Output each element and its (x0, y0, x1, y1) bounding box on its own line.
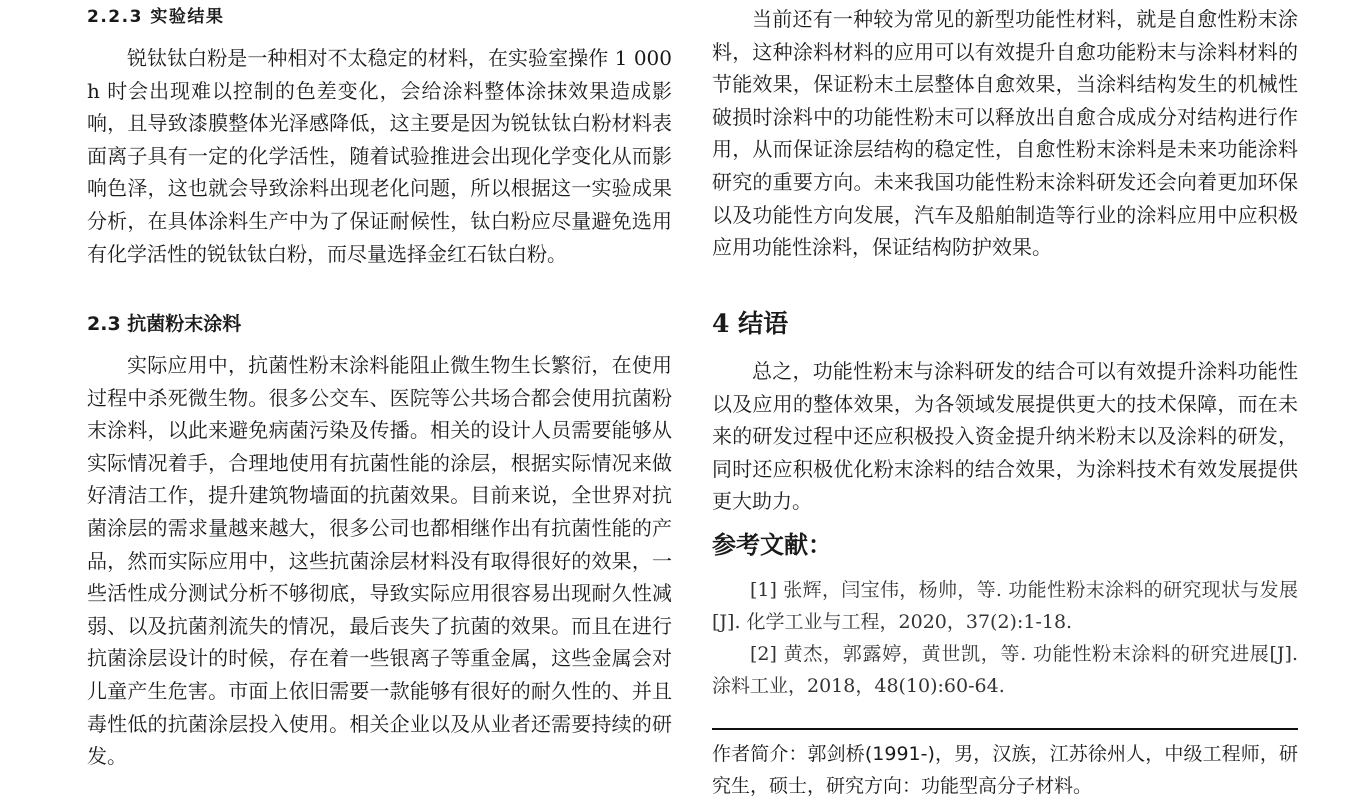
reference-2: [2] 黄杰，郭露婷，黄世凯，等. 功能性粉末涂料的研究进展[J]. 涂料工业，2018，48(10):60-64. (712, 643, 1298, 697)
reference-1: [1] 张辉，闫宝伟，杨帅，等. 功能性粉末涂料的研究现状与发展[J]. 化学工业与工程，2020，37(2):1-18. (712, 579, 1298, 633)
author-biography: 作者简介：郭剑桥(1991-)，男，汉族，江苏徐州人，中级工程师，研究生，硕士，研究方向：功能型高分子材料。 (712, 743, 1298, 797)
paragraph-experiment-results: 锐钛钛白粉是一种相对不太稳定的材料，在实验室操作 1 000 h 时会出现难以控制的色差变化，会给涂料整体涂抹效果造成影响，且导致漆膜整体光泽感降低，这主要是因为锐钛钛白粉材料表面离子具有一定的化学活性，随着试验推进会出现化学变化从而影响色泽，这也就会导致涂料出现老化问题，所以根据这一实验成果分析，在具体涂料生产中为了保证耐候性，钛白粉应尽量避免选用有化学活性的锐钛钛白粉，而尽量选择金红石钛白粉。 (87, 46, 672, 266)
section-heading-conclusion: 4 结语 (712, 309, 789, 338)
paragraph-conclusion: 总之，功能性粉末与涂料研发的结合可以有效提升涂料功能性以及应用的整体效果，为各领域发展提供更大的技术保障，而在未来的研发过程中还应积极投入资金提升纳米粉末以及涂料的研发，同时还应积极优化粉末涂料的结合效果，为涂料技术有效发展提供更大助力。 (712, 359, 1298, 514)
section-heading-2-3: 2.3 抗菌粉末涂料 (87, 313, 242, 335)
paragraph-antibacterial-coating: 实际应用中，抗菌性粉末涂料能阻止微生物生长繁衍，在使用过程中杀死微生物。很多公交车、医院等公共场合都会使用抗菌粉末涂料，以此来避免病菌污染及传播。相关的设计人员需要能够从实际情况着手，合理地使用有抗菌性能的涂层，根据实际情况来做好清洁工作，提升建筑物墙面的抗菌效果。目前来说，全世界对抗菌涂层的需求量越来越大，很多公司也都相继作出有抗菌性能的产品，然而实际应用中，这些抗菌涂层材料没有取得很好的效果，一些活性成分测试分析不够彻底，导致实际应用很容易出现耐久性减弱、以及抗菌剂流失的情况，最后丧失了抗菌的效果。而且在进行抗菌涂层设计的时候，存在着一些银离子等重金属，这些金属会对儿童产生危害。市面上依旧需要一款能够有很好的耐久性的、并且毒性低的抗菌涂层投入使用。相关企业以及从业者还需要持续的研发。 (87, 353, 672, 769)
right-column (712, 0, 1298, 810)
section-heading-2-2-3: 2.2.3 实验结果 (87, 7, 225, 27)
paragraph-self-healing-coating: 当前还有一种较为常见的新型功能性材料，就是自愈性粉末涂料，这种涂料材料的应用可以有效提升自愈功能粉末与涂料材料的节能效果，保证粉末土层整体自愈效果，当涂料结构发生的机械性破损时涂料中的功能性粉末可以释放出自愈合成成分对结构进行作用，从而保证涂层结构的稳定性，自愈性粉末涂料是未来功能涂料研究的重要方向。未来我国功能性粉末涂料研发还会向着更加环保以及功能性方向发展，汽车及船舶制造等行业的涂料应用中应积极应用功能性涂料，保证结构防护效果。 (712, 7, 1298, 260)
footnote-divider (712, 728, 1298, 730)
left-column (87, 0, 672, 810)
references-heading: 参考文献： (712, 530, 832, 559)
